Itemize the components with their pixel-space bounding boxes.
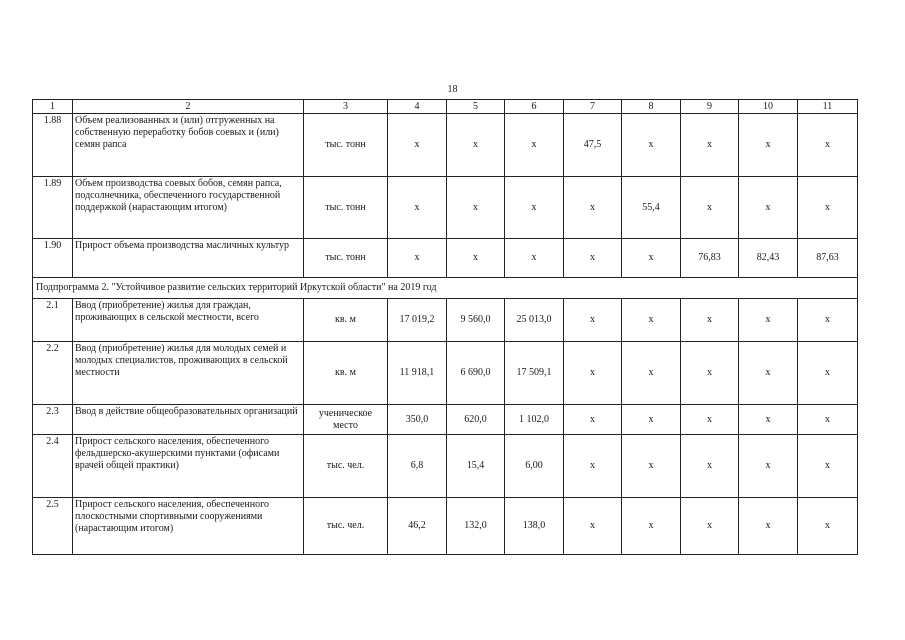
value-cell: х xyxy=(681,342,739,405)
row-number: 1.88 xyxy=(33,114,73,177)
indicator-name: Прирост объема производства масличных культур xyxy=(73,239,304,278)
row-number: 2.5 xyxy=(33,498,73,555)
row-number: 2.3 xyxy=(33,405,73,435)
value-cell: х xyxy=(681,435,739,498)
value-cell: х xyxy=(622,114,681,177)
row-number: 1.90 xyxy=(33,239,73,278)
indicator-name: Ввод (приобретение) жилья для молодых семей и молодых специалистов, проживающих в сельской местности xyxy=(73,342,304,405)
value-cell: х xyxy=(622,239,681,278)
value-cell: 46,2 xyxy=(388,498,447,555)
value-cell: х xyxy=(388,239,447,278)
value-cell: х xyxy=(681,114,739,177)
value-cell: х xyxy=(447,177,505,239)
value-cell: 132,0 xyxy=(447,498,505,555)
page-number: 18 xyxy=(447,84,458,95)
table-row xyxy=(33,114,858,177)
value-cell: 82,43 xyxy=(739,239,798,278)
column-number: 4 xyxy=(388,100,447,114)
value-cell: 138,0 xyxy=(505,498,564,555)
column-number: 7 xyxy=(564,100,622,114)
table-row xyxy=(33,435,858,498)
table-row xyxy=(33,239,858,278)
value-cell: х xyxy=(564,342,622,405)
indicator-name: Объем реализованных и (или) отгруженных на собственную переработку бобов соевых и (или) семян рапса xyxy=(73,114,304,177)
row-number: 2.2 xyxy=(33,342,73,405)
value-cell: 1 102,0 xyxy=(505,405,564,435)
unit: кв. м xyxy=(304,299,388,342)
value-cell: х xyxy=(622,435,681,498)
value-cell: 6 690,0 xyxy=(447,342,505,405)
indicator-name: Ввод в действие общеобразовательных организаций xyxy=(73,405,304,435)
value-cell: х xyxy=(564,405,622,435)
column-number: 5 xyxy=(447,100,505,114)
value-cell: 11 918,1 xyxy=(388,342,447,405)
value-cell: х xyxy=(798,498,858,555)
value-cell: х xyxy=(739,435,798,498)
value-cell: 620,0 xyxy=(447,405,505,435)
table-row xyxy=(33,299,858,342)
value-cell: х xyxy=(739,498,798,555)
value-cell: х xyxy=(798,177,858,239)
value-cell: 350,0 xyxy=(388,405,447,435)
value-cell: х xyxy=(388,114,447,177)
value-cell: х xyxy=(798,435,858,498)
column-number: 9 xyxy=(681,100,739,114)
column-number: 1 xyxy=(33,100,73,114)
value-cell: х xyxy=(798,299,858,342)
value-cell: х xyxy=(564,498,622,555)
unit: ученическое место xyxy=(304,405,388,435)
value-cell: 76,83 xyxy=(681,239,739,278)
value-cell: х xyxy=(505,114,564,177)
indicator-name: Объем производства соевых бобов, семян рапса, подсолнечника, обеспеченного государственной поддержкой (нарастающим итогом) xyxy=(73,177,304,239)
section-title: Подпрограмма 2. "Устойчивое развитие сельских территорий Иркутской области" на 2019 год xyxy=(33,278,858,299)
unit: тыс. тонн xyxy=(304,239,388,278)
value-cell: х xyxy=(388,177,447,239)
value-cell: х xyxy=(681,405,739,435)
value-cell: х xyxy=(622,342,681,405)
section-row xyxy=(33,278,858,299)
value-cell: х xyxy=(798,405,858,435)
value-cell: х xyxy=(447,114,505,177)
value-cell: х xyxy=(564,177,622,239)
value-cell: х xyxy=(622,299,681,342)
unit: тыс. чел. xyxy=(304,498,388,555)
row-number: 2.4 xyxy=(33,435,73,498)
row-number: 1.89 xyxy=(33,177,73,239)
table-row xyxy=(33,498,858,555)
table-row xyxy=(33,177,858,239)
value-cell: 87,63 xyxy=(798,239,858,278)
value-cell: 6,8 xyxy=(388,435,447,498)
indicator-name: Прирост сельского населения, обеспеченного плоскостными спортивными сооружениями (нарастающим итогом) xyxy=(73,498,304,555)
value-cell: х xyxy=(564,435,622,498)
indicator-name: Прирост сельского населения, обеспеченного фельдшерско-акушерскими пунктами (офисами врачей общей практики) xyxy=(73,435,304,498)
unit: кв. м xyxy=(304,342,388,405)
column-number: 11 xyxy=(798,100,858,114)
value-cell: х xyxy=(622,405,681,435)
value-cell: х xyxy=(739,342,798,405)
column-number: 8 xyxy=(622,100,681,114)
column-number: 2 xyxy=(73,100,304,114)
indicators-table xyxy=(32,99,858,555)
value-cell: х xyxy=(505,239,564,278)
value-cell: 15,4 xyxy=(447,435,505,498)
value-cell: 6,00 xyxy=(505,435,564,498)
value-cell: х xyxy=(739,114,798,177)
value-cell: 55,4 xyxy=(622,177,681,239)
value-cell: х xyxy=(798,342,858,405)
value-cell: 17 509,1 xyxy=(505,342,564,405)
value-cell: х xyxy=(739,177,798,239)
value-cell: 17 019,2 xyxy=(388,299,447,342)
indicator-name: Ввод (приобретение) жилья для граждан, проживающих в сельской местности, всего xyxy=(73,299,304,342)
table-body xyxy=(33,100,858,555)
unit: тыс. тонн xyxy=(304,114,388,177)
value-cell: х xyxy=(505,177,564,239)
column-number: 3 xyxy=(304,100,388,114)
value-cell: х xyxy=(681,498,739,555)
row-number: 2.1 xyxy=(33,299,73,342)
column-number-row xyxy=(33,100,858,114)
value-cell: 25 013,0 xyxy=(505,299,564,342)
value-cell: х xyxy=(739,299,798,342)
value-cell: х xyxy=(564,299,622,342)
value-cell: х xyxy=(798,114,858,177)
value-cell: х xyxy=(739,405,798,435)
value-cell: 47,5 xyxy=(564,114,622,177)
unit: тыс. чел. xyxy=(304,435,388,498)
table-row xyxy=(33,342,858,405)
value-cell: х xyxy=(447,239,505,278)
value-cell: 9 560,0 xyxy=(447,299,505,342)
column-number: 10 xyxy=(739,100,798,114)
value-cell: х xyxy=(564,239,622,278)
value-cell: х xyxy=(681,299,739,342)
column-number: 6 xyxy=(505,100,564,114)
value-cell: х xyxy=(681,177,739,239)
table-row xyxy=(33,405,858,435)
value-cell: х xyxy=(622,498,681,555)
unit: тыс. тонн xyxy=(304,177,388,239)
